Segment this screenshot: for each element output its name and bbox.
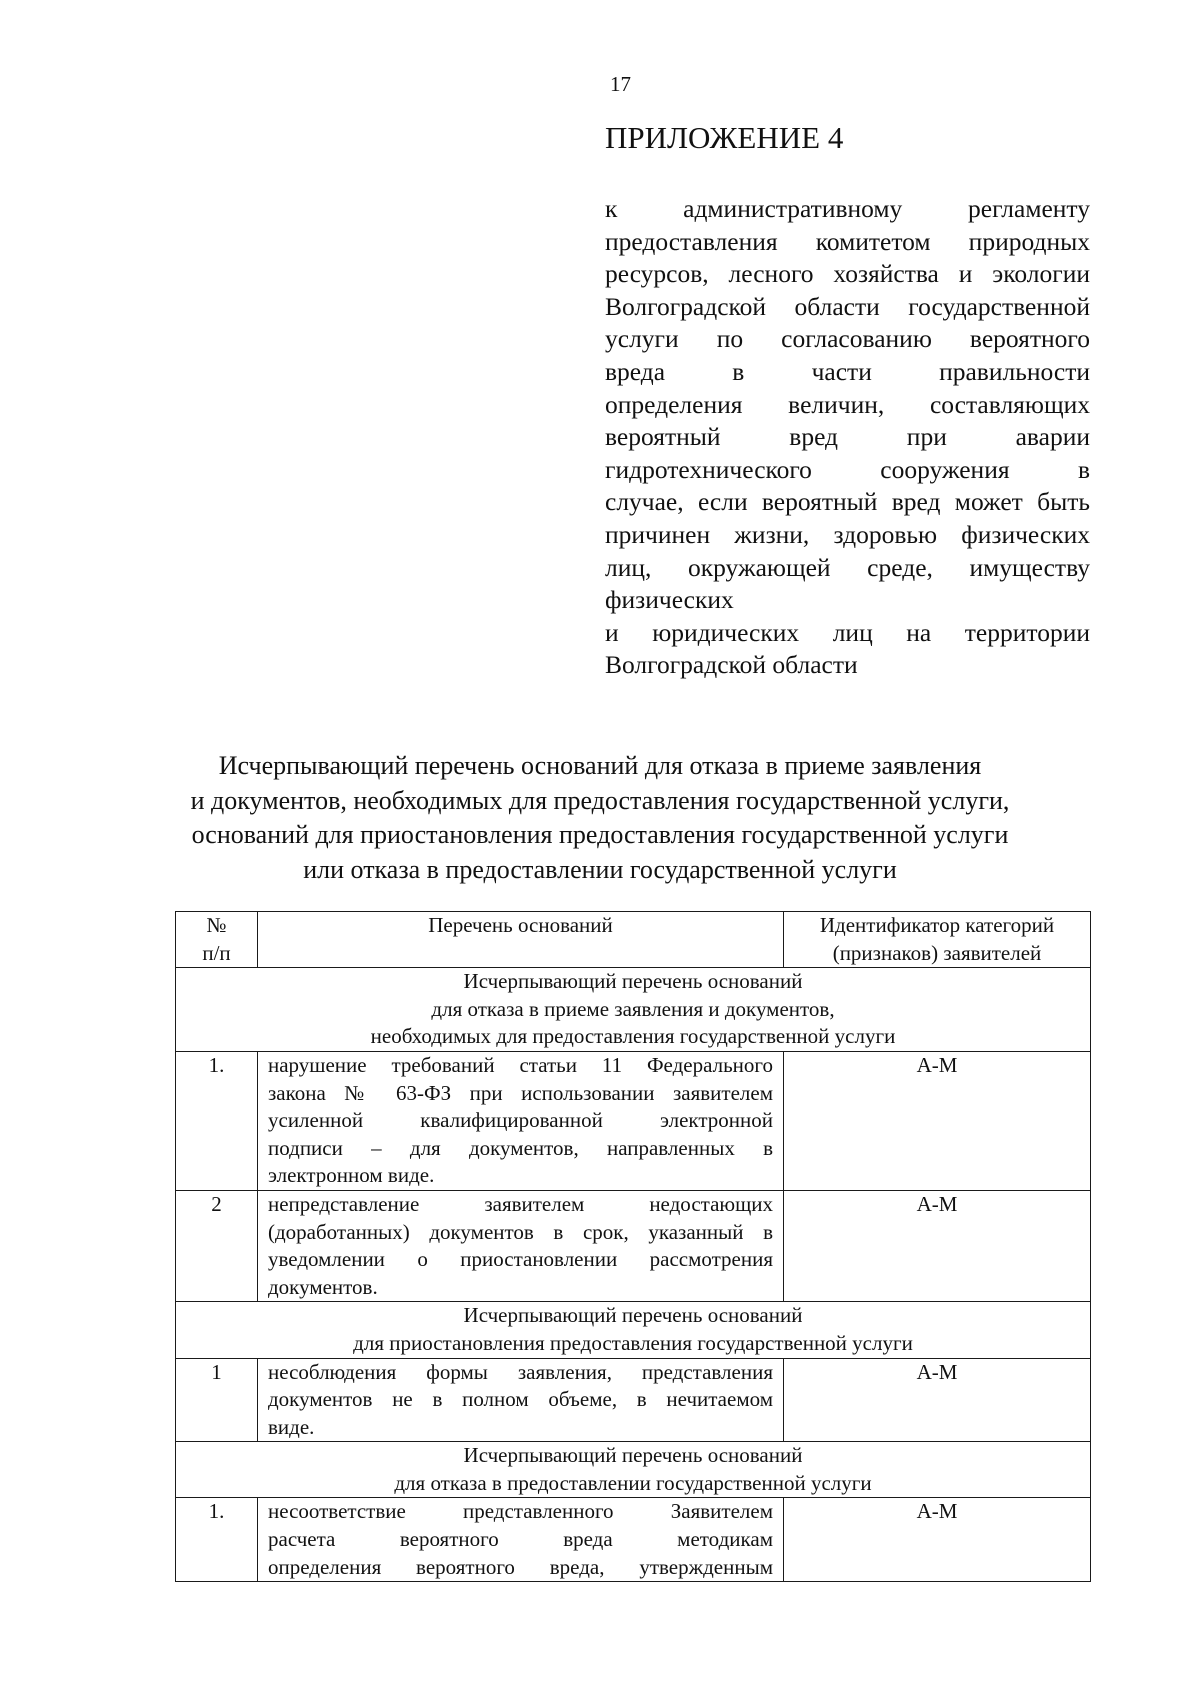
section-heading-line: необходимых для предоставления государственной услуги	[370, 1024, 896, 1049]
table-row	[176, 1358, 1091, 1442]
caption-line: и юридических лиц на территории	[605, 617, 1090, 647]
row-text-line: документов не в полном объеме, в нечитаемом	[268, 1387, 773, 1412]
header-number-line1: №	[206, 913, 227, 937]
row-text-line: подписи – для документов, направленных в	[268, 1135, 773, 1160]
caption-line: физических	[605, 585, 734, 615]
row-category: А-М	[784, 1358, 1091, 1442]
caption-line: ресурсов, лесного хозяйства и экологии	[605, 259, 1090, 289]
row-grounds-text	[258, 1498, 784, 1582]
row-number: 1.	[176, 1051, 258, 1190]
caption-line: гидротехнического сооружения в	[605, 454, 1090, 484]
title-line: Исчерпывающий перечень оснований для отказа в приеме заявления	[218, 751, 982, 780]
caption-line: вреда в части правильности	[605, 356, 1090, 386]
appendix-title: ПРИЛОЖЕНИЕ 4	[605, 120, 844, 155]
header-grounds-list: Перечень оснований	[258, 912, 784, 968]
section-heading-line: Исчерпывающий перечень оснований	[463, 969, 803, 994]
row-text-line: определения вероятного вреда, утвержденным	[268, 1554, 773, 1579]
row-category: А-М	[784, 1190, 1091, 1301]
header-number-line2: п/п	[202, 940, 231, 965]
title-line: и документов, необходимых для предоставления государственной услуги,	[190, 785, 1010, 815]
document-title	[100, 749, 1100, 887]
title-line: или отказа в предоставлении государственной услуги	[303, 854, 897, 884]
row-text-line: закона № 63-ФЗ при использовании заявителем	[268, 1080, 773, 1105]
row-text-line: виде.	[268, 1414, 315, 1439]
header-category-id	[784, 912, 1091, 968]
section-heading-line: для отказа в приеме заявления и документов,	[431, 996, 835, 1021]
row-category: А-М	[784, 1051, 1091, 1190]
row-text-line: уведомлении о приостановлении рассмотрения	[268, 1247, 773, 1272]
caption-line: услуги по согласованию вероятного	[605, 324, 1090, 354]
appendix-caption	[605, 193, 1090, 682]
row-text-line: документов.	[268, 1274, 378, 1299]
header-number	[176, 912, 258, 968]
row-text-line: нарушение требований статьи 11 Федерального	[268, 1052, 773, 1077]
row-grounds-text	[258, 1051, 784, 1190]
row-category: А-М	[784, 1498, 1091, 1582]
header-id-line1: Идентификатор категорий	[819, 913, 1055, 937]
section-heading-row	[176, 968, 1091, 1052]
section-heading	[176, 968, 1091, 1052]
row-number: 2	[176, 1190, 258, 1301]
caption-line: вероятный вред при аварии	[605, 422, 1090, 452]
row-text-line: усиленной квалифицированной электронной	[268, 1108, 773, 1133]
caption-line: к административному регламенту	[605, 194, 1090, 223]
row-text-line: расчета вероятного вреда методикам	[268, 1527, 773, 1552]
section-heading-line: Исчерпывающий перечень оснований	[463, 1303, 803, 1328]
row-text-line: (доработанных) документов в срок, указанный в	[268, 1219, 773, 1244]
grounds-table	[175, 911, 1091, 1582]
section-heading-row	[176, 1442, 1091, 1498]
row-grounds-text	[258, 1190, 784, 1301]
section-heading	[176, 1442, 1091, 1498]
title-line: оснований для приостановления предоставления государственной услуги	[191, 820, 1009, 849]
row-grounds-text	[258, 1358, 784, 1442]
table-row	[176, 1498, 1091, 1582]
row-number: 1.	[176, 1498, 258, 1582]
table-header-row	[176, 912, 1091, 968]
section-heading	[176, 1302, 1091, 1358]
header-id-line2: (признаков) заявителей	[832, 940, 1042, 965]
page-number: 17	[610, 72, 631, 96]
row-text-line: непредставление заявителем недостающих	[268, 1191, 773, 1216]
row-text-line: электронном виде.	[268, 1163, 435, 1188]
section-heading-line: для приостановления предоставления государственной услуги	[353, 1330, 913, 1355]
caption-line: Волгоградской области государственной	[605, 291, 1090, 321]
caption-line: случае, если вероятный вред может быть	[605, 487, 1090, 517]
caption-line: причинен жизни, здоровью физических	[605, 519, 1090, 549]
section-heading-line: Исчерпывающий перечень оснований	[463, 1443, 803, 1468]
row-number: 1	[176, 1358, 258, 1442]
section-heading-line: для отказа в предоставлении государственной услуги	[394, 1470, 872, 1495]
caption-line: лиц, окружающей среде, имуществу	[605, 552, 1090, 582]
row-text-line: несоблюдения формы заявления, представления	[268, 1359, 773, 1384]
caption-line: Волгоградской области	[605, 650, 858, 680]
row-text-line: несоответствие представленного Заявителем	[268, 1499, 773, 1524]
section-heading-row	[176, 1302, 1091, 1358]
table-row	[176, 1051, 1091, 1190]
table-row	[176, 1190, 1091, 1301]
caption-line: определения величин, составляющих	[605, 389, 1090, 419]
caption-line: предоставления комитетом природных	[605, 226, 1090, 256]
